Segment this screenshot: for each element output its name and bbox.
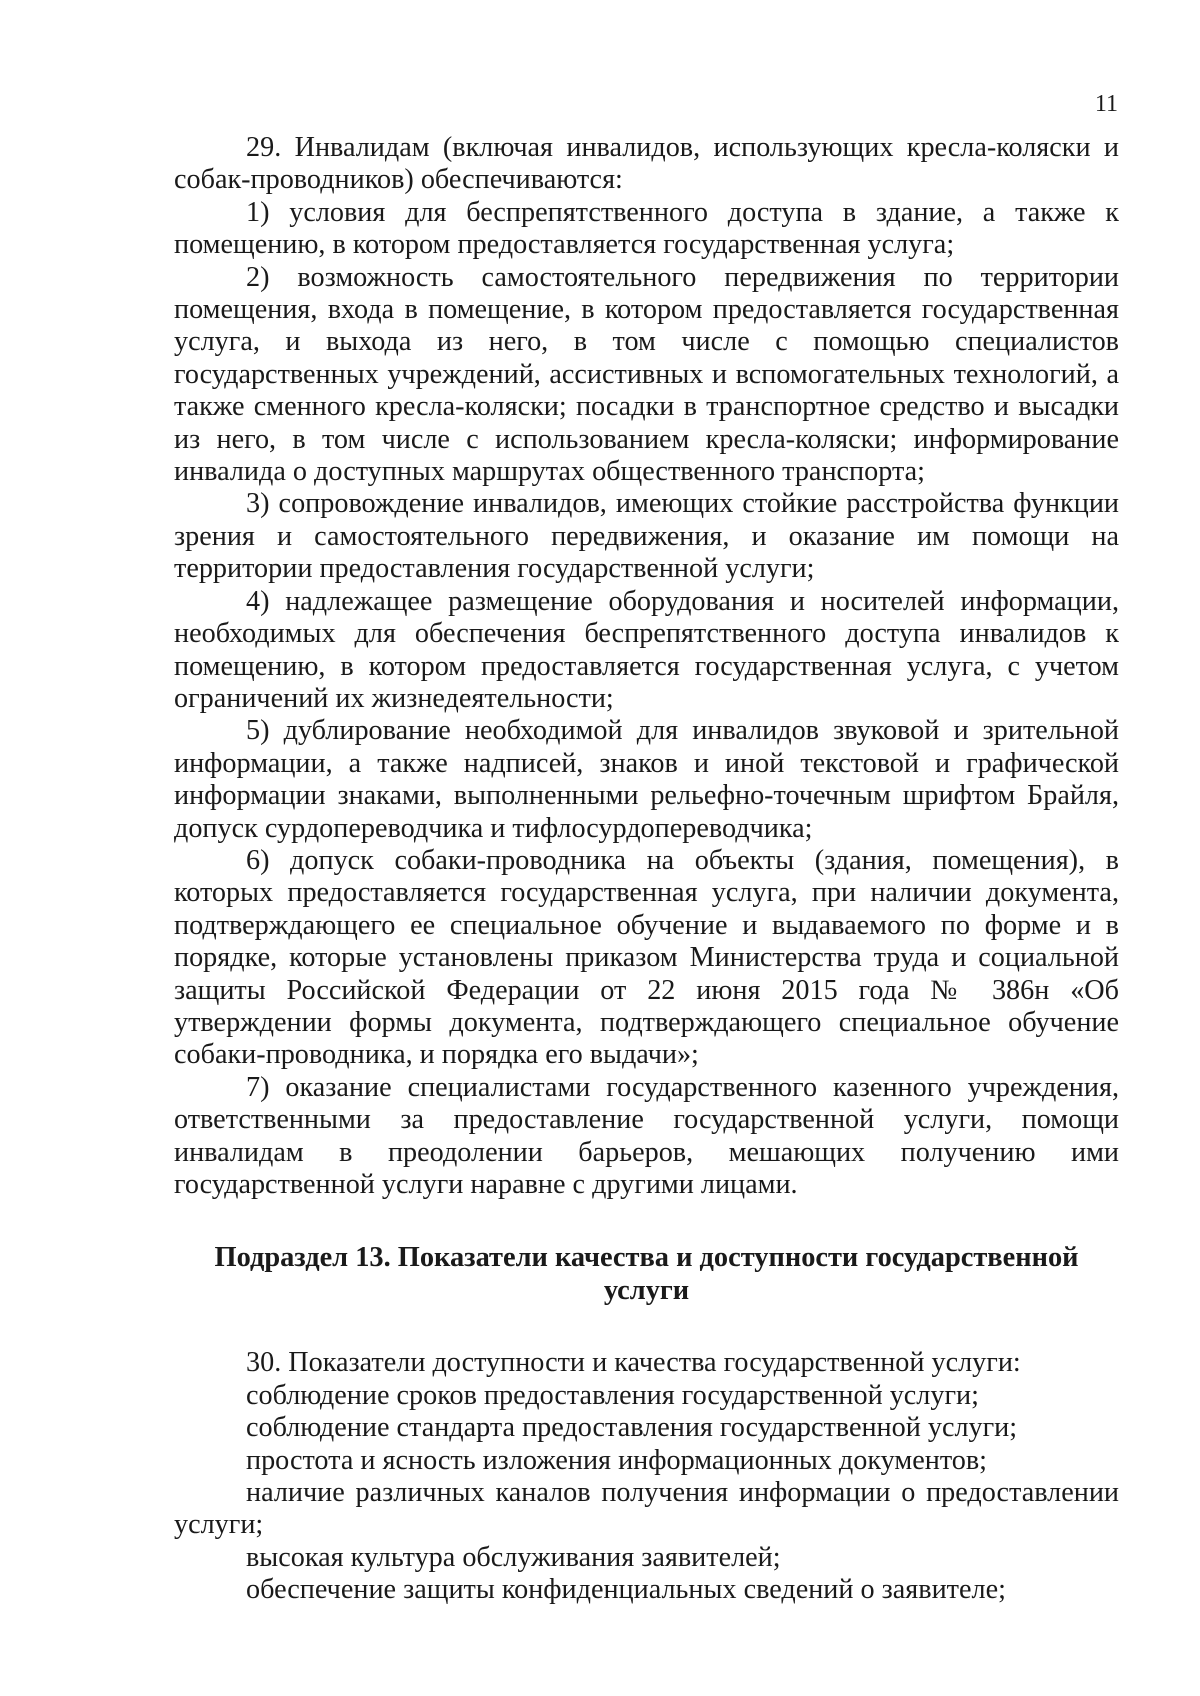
section-30-item-1: соблюдение сроков предоставления государственной услуги; [246, 1379, 979, 1411]
section-30-intro: 30. Показатели доступности и качества государственной услуги: [246, 1347, 1021, 1379]
section-29-item-4: 4) надлежащее размещение оборудования и носителей информации, необходимых для обеспечения беспрепятственного доступа инвалидов к помещению, в котором предоставляется государственная услуга, с учетом ограничений их жизнедеятельности; [174, 585, 1119, 714]
page-number: 11 [1094, 91, 1118, 117]
section-30-item-6: обеспечение защиты конфиденциальных сведений о заявителе; [246, 1574, 1006, 1606]
section-30-item-5: высокая культура обслуживания заявителей; [246, 1541, 781, 1573]
section-29-item-3: 3) сопровождение инвалидов, имеющих стойкие расстройства функции зрения и самостоятельного передвижения, и оказание им помощи на территории предоставления государственной услуги; [174, 488, 1119, 585]
subsection-13-heading: Подраздел 13. Показатели качества и доступности государственной услуги [214, 1242, 1079, 1307]
section-29-item-1: 1) условия для беспрепятственного доступа в здание, а также к помещению, в котором предоставляется государственная услуга; [174, 196, 1119, 261]
section-29-item-7: 7) оказание специалистами государственного казенного учреждения, ответственными за предоставление государственной услуги, помощи инвалидам в преодолении барьеров, мешающих получению ими государственной услуги наравне с другими лицами. [174, 1071, 1119, 1200]
section-30-item-3: простота и ясность изложения информационных документов; [246, 1444, 987, 1476]
page-content [174, 132, 1119, 1607]
section-29-item-5: 5) дублирование необходимой для инвалидов звуковой и зрительной информации, а также надписей, знаков и иной текстовой и графической информации знаками, выполненными рельефно-точечным шрифтом Брайля, допуск сурдопереводчика и тифлосурдопереводчика; [174, 715, 1119, 844]
section-30-item-4: наличие различных каналов получения информации о предоставлении услуги; [174, 1477, 1119, 1541]
section-30-item-2: соблюдение стандарта предоставления государственной услуги; [246, 1412, 1018, 1444]
section-29-intro: 29. Инвалидам (включая инвалидов, использующих кресла-коляски и собак-проводников) обеспечиваются: [174, 132, 1119, 196]
section-29-item-6: 6) допуск собаки-проводника на объекты (здания, помещения), в которых предоставляется государственная услуга, при наличии документа, подтверждающего ее специальное обучение и выдаваемого по форме и в порядке, которые установлены приказом Министерства труда и социальной защиты Российской Федерации от 22 июня 2015 года № 386н «Об утверждении формы документа, подтверждающего специальное обучение собаки-проводника, и порядка его выдачи»; [174, 844, 1119, 1071]
section-29-item-2: 2) возможность самостоятельного передвижения по территории помещения, входа в помещение, в котором предоставляется государственная услуга, и выхода из него, в том числе с помощью специалистов государственных учреждений, ассистивных и вспомогательных технологий, а также сменного кресла-коляски; посадки в транспортное средство и высадки из него, в том числе с использованием кресла-коляски; информирование инвалида о доступных маршрутах общественного транспорта; [174, 261, 1119, 488]
